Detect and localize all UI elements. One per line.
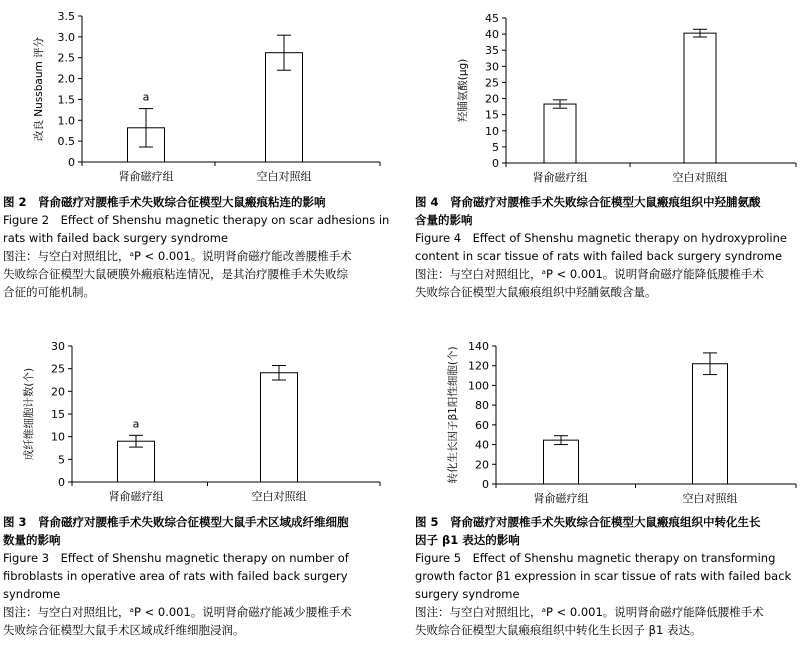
y-tick-label: 100 bbox=[468, 379, 489, 393]
y-tick-label: 2.5 bbox=[57, 51, 75, 65]
y-tick-label: 15 bbox=[51, 408, 65, 421]
x-category-label: 肾俞磁疗组 bbox=[108, 490, 164, 503]
y-tick-label: 0.5 bbox=[57, 135, 75, 149]
y-tick-label: 1.5 bbox=[57, 93, 75, 107]
caption-fig4 bbox=[415, 193, 811, 301]
caption-fig4-en-line1: Figure 4 Effect of Shenshu magnetic therapy on hydroxyproline bbox=[415, 231, 787, 245]
y-axis-label: 改良 Nussbaum 评分 bbox=[33, 36, 45, 142]
y-tick-label: 25 bbox=[485, 76, 499, 90]
y-tick-label: 120 bbox=[468, 359, 489, 373]
caption-fig5-zh-title: 图 5 肾俞磁疗对腰椎手术失败综合征模型大鼠瘢痕组织中转化生长 bbox=[415, 515, 761, 529]
chart-fig5 bbox=[411, 330, 811, 520]
x-category-label: 肾俞磁疗组 bbox=[532, 171, 588, 184]
y-tick-label: 10 bbox=[51, 430, 65, 444]
chart-fig4-svg bbox=[411, 0, 811, 190]
y-tick-label: 10 bbox=[485, 124, 499, 138]
caption-fig4-note-line2: 失败综合征模型大鼠瘢痕组织中羟脯氨酸含量。 bbox=[415, 285, 657, 299]
y-tick-label: 20 bbox=[485, 92, 499, 106]
y-axis-label: 成纤维细胞计数(个) bbox=[23, 367, 35, 461]
caption-fig3-note-line2: 失败综合征模型大鼠手术区域成纤维细胞浸润。 bbox=[3, 623, 245, 637]
chart-fig3-svg bbox=[0, 330, 400, 520]
chart-fig2 bbox=[0, 0, 400, 190]
caption-fig5-note-line2: 失败综合征模型大鼠瘢痕组织中转化生长因子 β1 表达。 bbox=[415, 623, 702, 637]
y-tick-label: 0 bbox=[68, 156, 75, 169]
y-axis-label: 转化生长因子β1阳性细胞(个) bbox=[447, 346, 459, 484]
y-tick-label: 80 bbox=[475, 399, 489, 413]
bar bbox=[684, 33, 716, 163]
caption-fig3-en-line3: syndrome bbox=[3, 587, 61, 601]
y-tick-label: 60 bbox=[475, 418, 489, 432]
caption-fig2-en-line2: rats with failed back surgery syndrome bbox=[3, 231, 229, 245]
caption-fig3-zh-title: 图 3 肾俞磁疗对腰椎手术失败综合征模型大鼠手术区域成纤维细胞 bbox=[3, 515, 349, 529]
caption-fig3-en-line1: Figure 3 Effect of Shenshu magnetic therapy on number of bbox=[3, 551, 349, 565]
significance-label: a bbox=[142, 90, 150, 104]
caption-fig2-en-line1: Figure 2 Effect of Shenshu magnetic therapy on scar adhesions in bbox=[3, 213, 390, 227]
caption-fig4-zh-title-line2: 含量的影响 bbox=[415, 213, 473, 227]
caption-fig2-note-line2: 失败综合征模型大鼠硬膜外瘢痕粘连情况，是其治疗腰椎手术失败综 bbox=[3, 267, 348, 281]
caption-fig3-en-line2: fibroblasts in operative area of rats with failed back surgery bbox=[3, 569, 348, 583]
bar bbox=[544, 440, 579, 484]
x-category-label: 空白对照组 bbox=[256, 170, 312, 183]
y-tick-label: 140 bbox=[468, 340, 489, 353]
chart-fig2-svg bbox=[0, 0, 400, 190]
bar bbox=[261, 373, 298, 482]
caption-fig2-note-line3: 合征的可能机制。 bbox=[3, 285, 95, 299]
y-tick-label: 25 bbox=[51, 362, 65, 376]
y-tick-label: 15 bbox=[485, 108, 499, 122]
caption-fig3-note-line1: 图注：与空白对照组比，ᵃP < 0.001。说明肾俞磁疗能减少腰椎手术 bbox=[3, 605, 352, 619]
x-category-label: 空白对照组 bbox=[251, 490, 307, 503]
caption-fig2-note-line1: 图注：与空白对照组比，ᵃP < 0.001。说明肾俞磁疗能改善腰椎手术 bbox=[3, 249, 352, 263]
y-tick-label: 3.0 bbox=[57, 30, 75, 44]
y-tick-label: 20 bbox=[475, 458, 489, 472]
y-tick-label: 30 bbox=[485, 60, 499, 74]
caption-fig5-en-line3: surgery syndrome bbox=[415, 587, 520, 601]
y-tick-label: 30 bbox=[51, 340, 65, 353]
caption-fig2-zh-title: 图 2 肾俞磁疗对腰椎手术失败综合征模型大鼠瘢痕粘连的影响 bbox=[3, 195, 326, 209]
bar bbox=[544, 104, 576, 163]
caption-fig4-note-line1: 图注：与空白对照组比，ᵃP < 0.001。说明肾俞磁疗能降低腰椎手术 bbox=[415, 267, 764, 281]
caption-fig3 bbox=[3, 513, 403, 639]
x-category-label: 肾俞磁疗组 bbox=[118, 170, 174, 183]
x-category-label: 空白对照组 bbox=[682, 492, 738, 505]
caption-fig5-zh-title-line2: 因子 β1 表达的影响 bbox=[415, 533, 520, 547]
y-tick-label: 5 bbox=[58, 453, 65, 467]
y-tick-label: 0 bbox=[482, 478, 489, 491]
y-tick-label: 5 bbox=[492, 140, 499, 154]
caption-fig5 bbox=[415, 513, 811, 639]
x-category-label: 空白对照组 bbox=[672, 171, 728, 184]
y-tick-label: 0 bbox=[58, 476, 65, 489]
bar bbox=[693, 364, 728, 484]
caption-fig4-en-line2: content in scar tissue of rats with failed back surgery syndrome bbox=[415, 249, 783, 263]
x-category-label: 肾俞磁疗组 bbox=[533, 492, 589, 505]
caption-fig4-zh-title: 图 4 肾俞磁疗对腰椎手术失败综合征模型大鼠瘢痕组织中羟脯氨酸 bbox=[415, 195, 761, 209]
caption-fig5-note-line1: 图注：与空白对照组比，ᵃP < 0.001。说明肾俞磁疗能降低腰椎手术 bbox=[415, 605, 764, 619]
y-axis-label: 羟脯氨酸(μg) bbox=[457, 58, 469, 123]
chart-fig3 bbox=[0, 330, 400, 520]
y-tick-label: 2.0 bbox=[57, 72, 75, 86]
caption-fig5-en-line1: Figure 5 Effect of Shenshu magnetic therapy on transforming bbox=[415, 551, 776, 565]
y-tick-label: 35 bbox=[485, 44, 499, 58]
y-tick-label: 0 bbox=[492, 157, 499, 170]
significance-label: a bbox=[132, 417, 140, 431]
chart-fig5-svg bbox=[411, 330, 811, 520]
y-tick-label: 20 bbox=[51, 385, 65, 399]
chart-fig4 bbox=[411, 0, 811, 190]
y-tick-label: 45 bbox=[485, 12, 499, 25]
y-tick-label: 40 bbox=[475, 438, 489, 452]
caption-fig5-en-line2: growth factor β1 expression in scar tissue of rats with failed back bbox=[415, 569, 792, 583]
y-tick-label: 3.5 bbox=[57, 10, 75, 23]
caption-fig2 bbox=[3, 193, 403, 301]
y-tick-label: 40 bbox=[485, 28, 499, 42]
y-tick-label: 1.0 bbox=[57, 114, 75, 128]
caption-fig3-zh-title-line2: 数量的影响 bbox=[3, 533, 61, 547]
